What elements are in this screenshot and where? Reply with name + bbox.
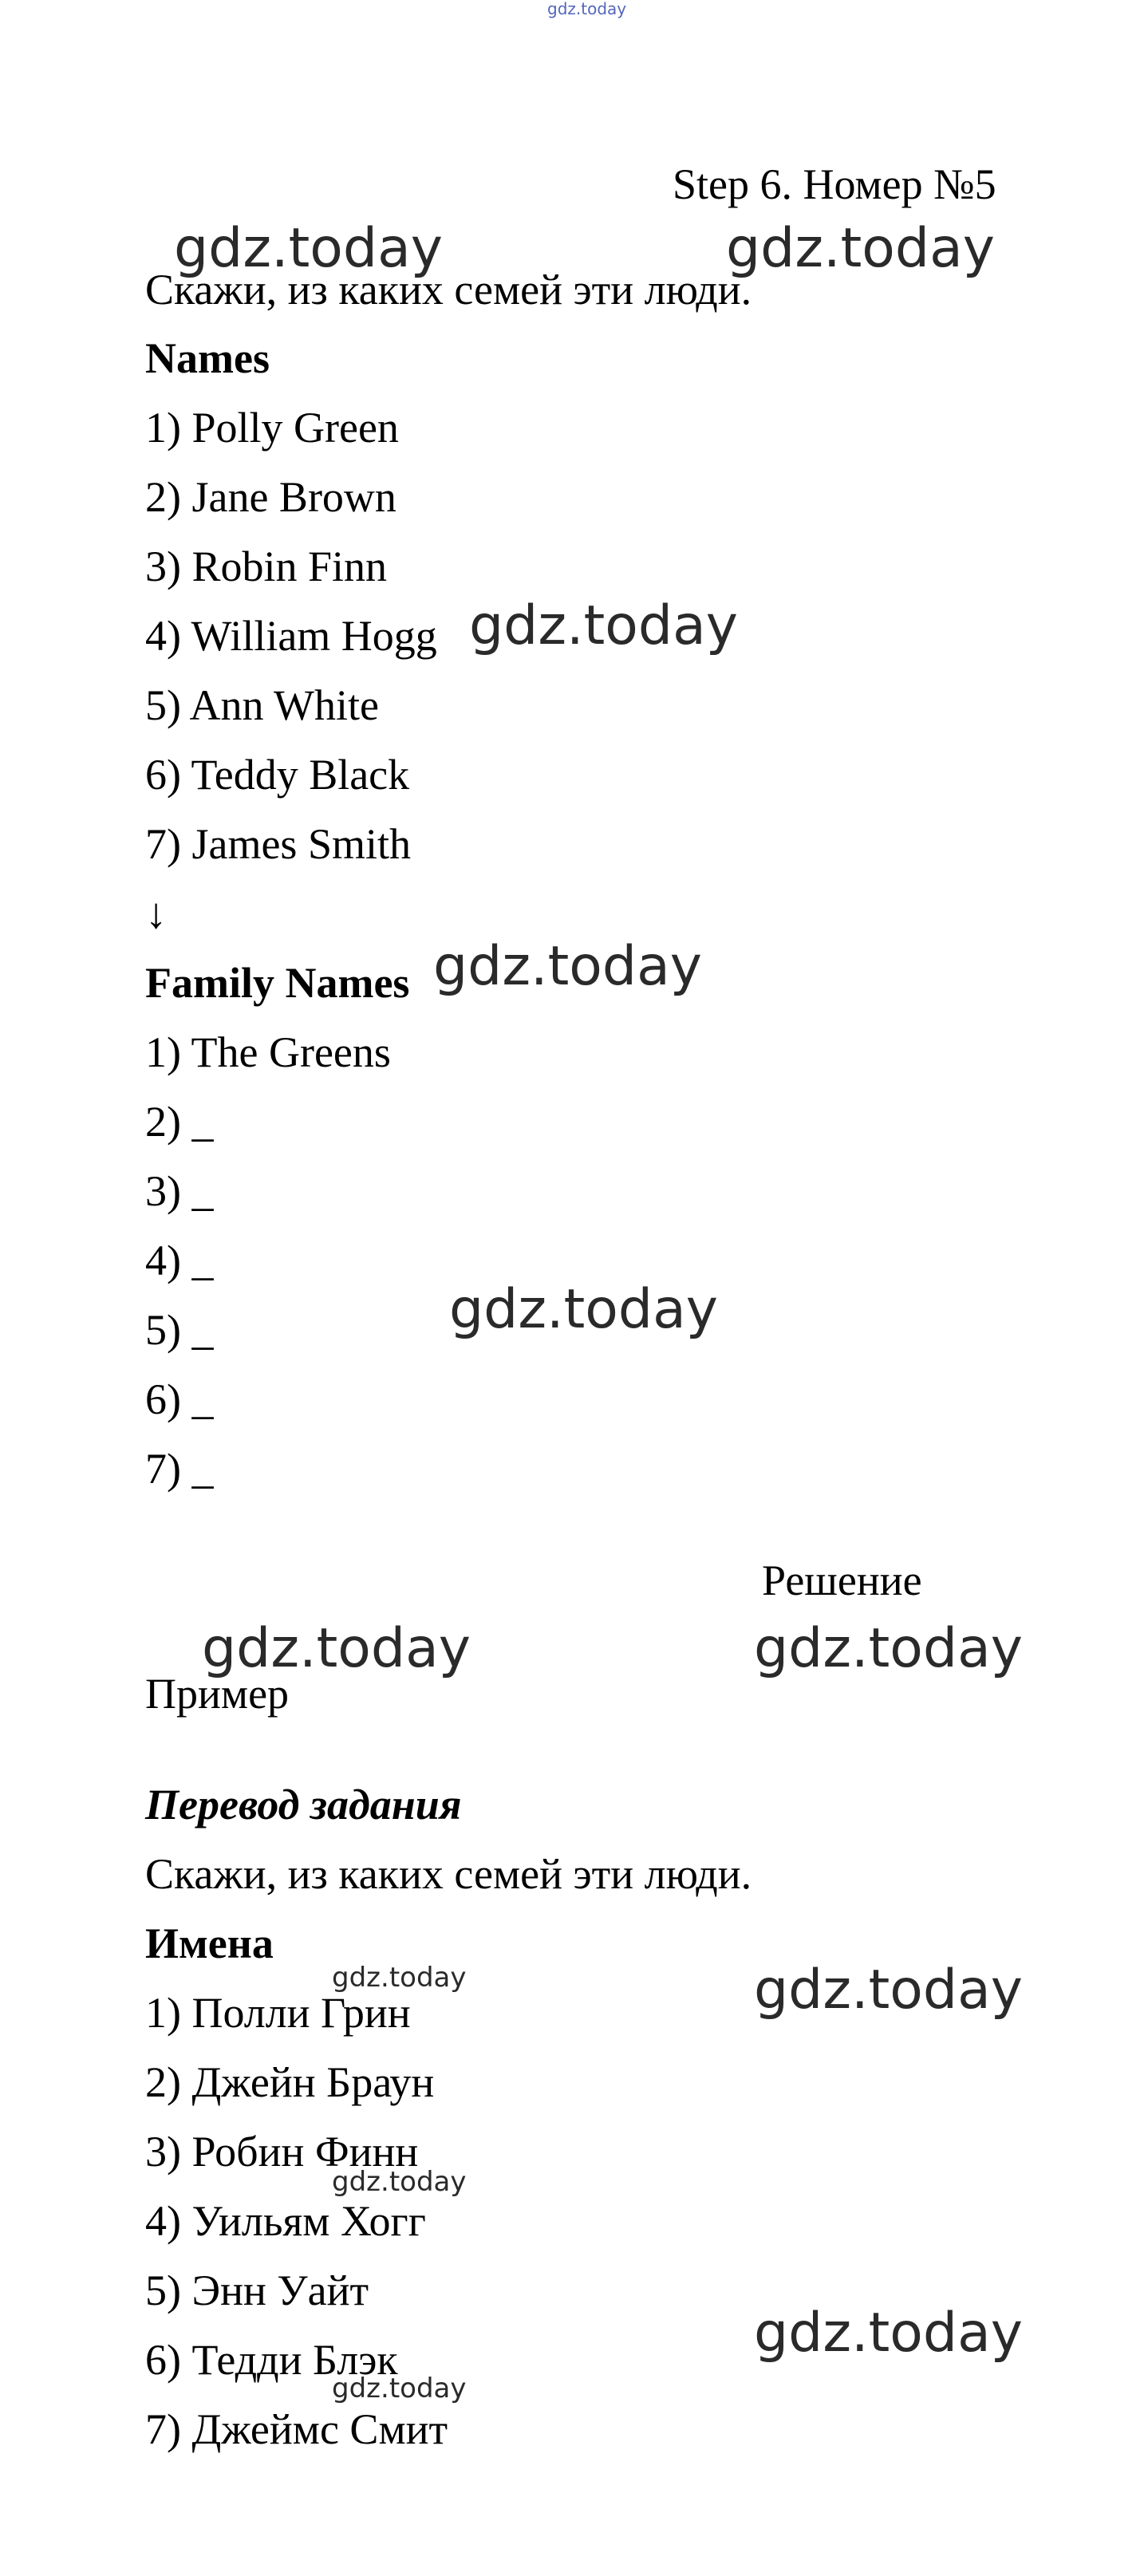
list-item: 1) The Greens — [145, 1028, 391, 1076]
watermark: gdz.today — [726, 217, 995, 280]
watermark: gdz.today — [332, 2373, 467, 2404]
list-item: 6) _ — [145, 1375, 214, 1423]
list-item: 3) _ — [145, 1167, 214, 1215]
list-item: 4) Уильям Хогг — [145, 2197, 426, 2245]
list-item: 3) Робин Финн — [145, 2128, 419, 2176]
translation-heading: Перевод задания — [145, 1781, 462, 1828]
list-item: 5) _ — [145, 1306, 214, 1354]
list-item: 2) _ — [145, 1098, 214, 1146]
translation-instruction: Скажи, из каких семей эти люди. — [145, 1850, 752, 1898]
list-item: 2) Jane Brown — [145, 473, 396, 521]
list-item: 6) Тедди Блэк — [145, 2336, 398, 2384]
translation-names-heading: Имена — [145, 1919, 274, 1967]
list-item: 6) Teddy Black — [145, 751, 410, 799]
watermark: gdz.today — [202, 1617, 471, 1680]
solution-heading: Решение — [762, 1556, 922, 1604]
list-item: 2) Джейн Браун — [145, 2058, 435, 2106]
names-heading: Names — [145, 334, 270, 382]
top-watermark: gdz.today — [547, 0, 627, 18]
watermark: gdz.today — [469, 594, 738, 657]
list-item: 7) James Smith — [145, 820, 411, 868]
watermark: gdz.today — [449, 1278, 718, 1341]
down-arrow-icon: ↓ — [145, 890, 167, 937]
task-instruction: Скажи, из каких семей эти люди. — [145, 266, 752, 314]
list-item: 1) Polly Green — [145, 404, 399, 452]
list-item: 1) Полли Грин — [145, 1989, 411, 2037]
list-item: 5) Ann White — [145, 681, 379, 729]
watermark: gdz.today — [754, 2302, 1023, 2365]
watermark: gdz.today — [754, 1617, 1023, 1680]
list-item: 4) William Hogg — [145, 612, 437, 660]
list-item: 7) Джеймс Смит — [145, 2405, 448, 2453]
watermark: gdz.today — [433, 935, 702, 998]
watermark: gdz.today — [174, 217, 443, 280]
family-names-heading: Family Names — [145, 959, 410, 1007]
watermark: gdz.today — [754, 1959, 1023, 2022]
watermark: gdz.today — [332, 1962, 467, 1994]
watermark: gdz.today — [332, 2166, 467, 2198]
list-item: 3) Robin Finn — [145, 542, 388, 590]
page-title: Step 6. Номер №5 — [673, 160, 996, 208]
example-label: Пример — [145, 1670, 290, 1718]
list-item: 7) _ — [145, 1445, 214, 1493]
list-item: 4) _ — [145, 1237, 214, 1284]
list-item: 5) Энн Уайт — [145, 2266, 369, 2314]
